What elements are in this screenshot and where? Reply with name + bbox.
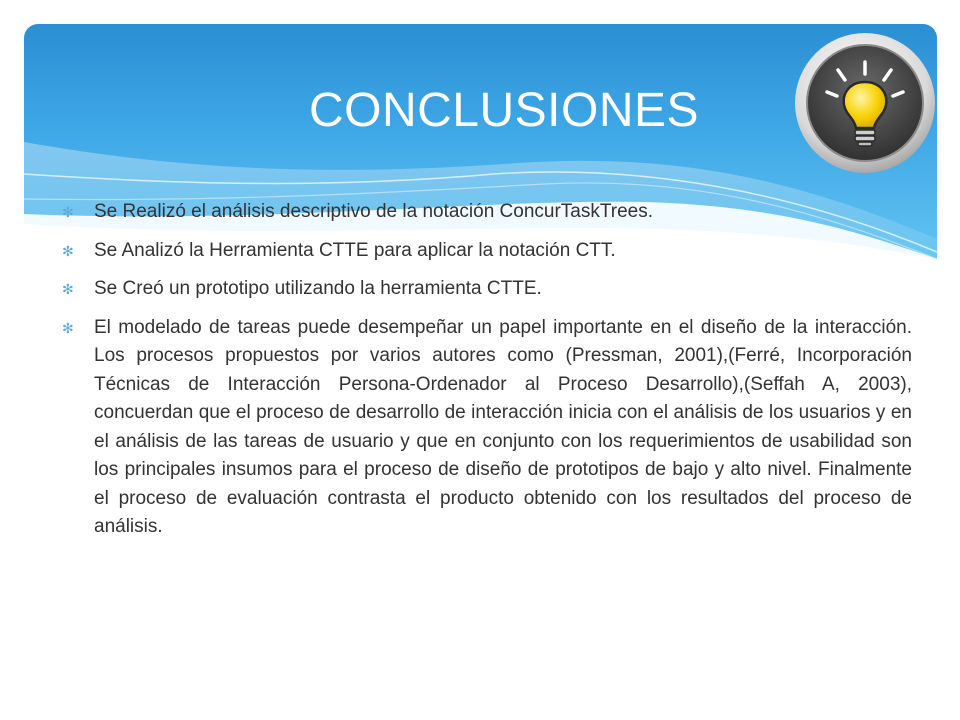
list-item <box>60 314 912 542</box>
list-item-text: Se Realizó el análisis descriptivo de la notación ConcurTaskTrees. <box>94 201 654 222</box>
bullet-list <box>60 198 912 542</box>
bullet-asterisk-icon: ✻ <box>62 319 74 336</box>
list-item <box>60 198 912 227</box>
list-item <box>60 275 912 304</box>
conclusions-body <box>60 198 912 552</box>
list-item-text: El modelado de tareas puede desempeñar un papel importante en el diseño de la interacción. Los procesos propuestos por varios autores como (Pressman, 2001),(Ferré, Incorporación Técnicas de Interacción Persona-Ordenador al Proceso Desarrollo),(Seffah A, 2003), concuerdan que el proceso de desarrollo de interacción inicia con el análisis de los usuarios y en el análisis de las tareas de usuario y que en conjunto con los requerimientos de usabilidad son los principales insumos para el proceso de diseño de prototipos de bajo y alto nivel. Finalmente el proceso de evaluación contrasta el producto obtenido con los resultados del proceso de análisis. <box>94 316 912 537</box>
list-item <box>60 237 912 266</box>
slide-title: CONCLUSIONES <box>308 84 700 137</box>
list-item-text: Se Analizó la Herramienta CTTE para aplicar la notación CTT. <box>94 239 616 261</box>
list-item-text: Se Creó un prototipo utilizando la herramienta CTTE. <box>94 278 542 299</box>
bullet-asterisk-icon: ✻ <box>62 204 74 220</box>
bullet-asterisk-icon: ✻ <box>62 281 74 297</box>
lightbulb-icon <box>792 30 938 176</box>
bullet-asterisk-icon: ✻ <box>62 242 74 259</box>
